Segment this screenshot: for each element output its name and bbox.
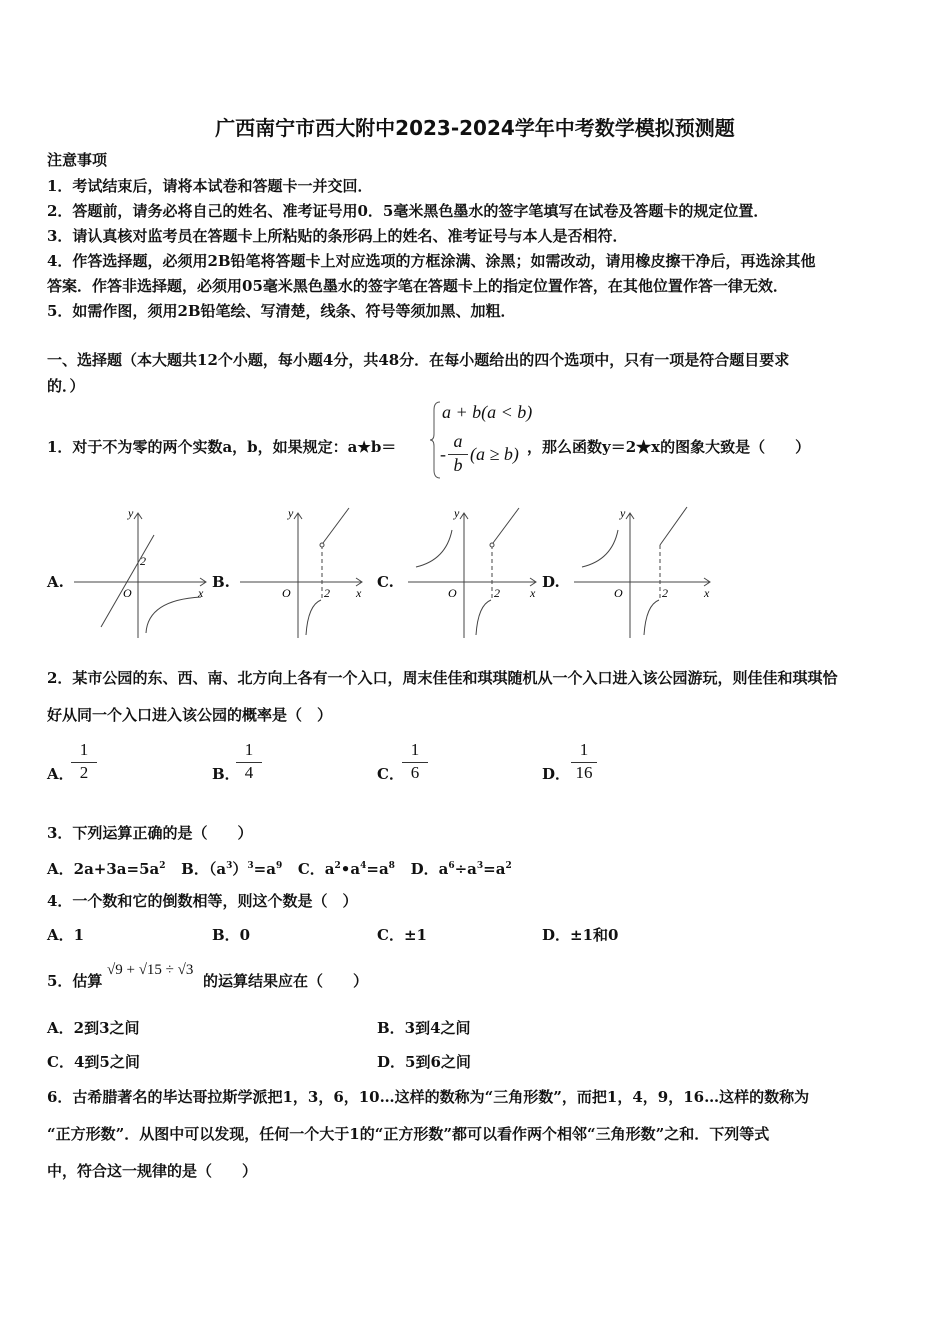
tick-2-label: 2 bbox=[662, 586, 668, 600]
fraction-numerator: 1 bbox=[71, 740, 97, 763]
origin-label: O bbox=[614, 586, 623, 600]
section-heading: 一、选择题（本大题共12个小题，每小题4分，共48分．在每小题给出的四个选项中，只有一项是符合题目要求 bbox=[47, 351, 790, 369]
q2-stem-cont: 好从同一个入口进入该公园的概率是（ ） bbox=[47, 706, 333, 724]
q3-stem: 3．下列运算正确的是（ ） bbox=[47, 824, 253, 842]
q5-suffix: 的运算结果应在（ ） bbox=[203, 972, 369, 990]
q3-options: A．$2a+3a=5a^2$ B．$(a^3)^3=a^9$ C．$a^2•a^4=a^8$ D．$a^6\div a^3=a^2$ bbox=[47, 860, 512, 878]
axis-y-label: y bbox=[288, 506, 294, 520]
notice-item: 2．答题前，请务必将自己的姓名、准考证号用0．5毫米黑色墨水的签字笔填写在试卷及答题卡的规定位置． bbox=[47, 202, 769, 220]
q2-stem: 2．某市公园的东、西、南、北方向上各有一个入口，周末佳佳和琪琪随机从一个入口进入该公园游玩，则佳佳和琪琪恰 bbox=[47, 669, 838, 687]
q4-option-b: B．0 bbox=[212, 926, 251, 944]
q1-option-a: A. bbox=[47, 573, 64, 591]
axis-x-label: x bbox=[198, 586, 204, 600]
q2-option-c-label: C． bbox=[377, 765, 404, 783]
tick-2-label: 2 bbox=[494, 586, 500, 600]
q1-case2-num: a bbox=[448, 431, 468, 455]
q1-suffix: ，那么函数y＝2★x的图象大致是（ ） bbox=[527, 438, 811, 456]
tick-2-label: 2 bbox=[324, 586, 330, 600]
q1-prefix: 1．对于不为零的两个实数a，b，如果规定：a★b＝ bbox=[47, 438, 397, 456]
fraction-denominator: 6 bbox=[410, 763, 420, 782]
q4-option-c: C．±1 bbox=[377, 926, 427, 944]
q1-option-b: B. bbox=[212, 573, 230, 591]
axis-x-label: x bbox=[356, 586, 362, 600]
fraction-denominator: 2 bbox=[79, 763, 89, 782]
q1-option-d: D. bbox=[542, 573, 560, 591]
origin-label: O bbox=[282, 586, 291, 600]
graph-b bbox=[232, 505, 367, 640]
notice-item: 5．如需作图，须用2B铅笔绘、写清楚，线条、符号等须加黑、加粗． bbox=[47, 302, 516, 320]
q1-option-c: C. bbox=[377, 573, 394, 591]
notice-item: 4．作答选择题，必须用2B铅笔将答题卡上对应选项的方框涂满、涂黑；如需改动，请用橡皮擦干净后，再选涂其他 bbox=[47, 252, 816, 270]
q1-minus: - bbox=[440, 444, 446, 464]
q5-expression: √9 + √15 ÷ √3 bbox=[107, 962, 194, 978]
q5-option-a: A．2到3之间 bbox=[47, 1019, 140, 1037]
q2-option-a-label: A． bbox=[47, 765, 74, 783]
q5-option-b: B．3到4之间 bbox=[377, 1019, 471, 1037]
page-title: 广西南宁市西大附中2023-2024学年中考数学模拟预测题 bbox=[215, 116, 735, 140]
graph-a bbox=[66, 505, 211, 640]
q4-option-d: D．±1和0 bbox=[542, 926, 619, 944]
fraction-numerator: 1 bbox=[571, 740, 597, 763]
section-heading-cont: 的．） bbox=[47, 377, 85, 395]
q4-option-a: A．1 bbox=[47, 926, 85, 944]
q4-stem: 4．一个数和它的倒数相等，则这个数是（ ） bbox=[47, 892, 358, 910]
axis-y-label: y bbox=[620, 506, 626, 520]
axis-y-label: y bbox=[454, 506, 460, 520]
q5-option-d: D．5到6之间 bbox=[377, 1053, 471, 1071]
axis-x-label: x bbox=[704, 586, 710, 600]
graph-d bbox=[572, 505, 717, 640]
q5-option-c: C．4到5之间 bbox=[47, 1053, 140, 1071]
q1-case2-cond: (a ≥ b) bbox=[470, 444, 519, 464]
q6-stem: 6．古希腊著名的毕达哥拉斯学派把1，3，6，10…这样的数称为“三角形数”，而把1，4，9，16…这样的数称为 bbox=[47, 1088, 810, 1106]
tick-2-label: 2 bbox=[140, 554, 146, 568]
graph-c bbox=[406, 505, 541, 640]
q5-prefix: 5．估算 bbox=[47, 972, 103, 990]
fraction-denominator: 16 bbox=[575, 763, 593, 782]
notice-item: 1．考试结束后，请将本试卷和答题卡一并交回． bbox=[47, 177, 373, 195]
q1-case1: a + b(a < b) bbox=[442, 402, 533, 422]
notice-item: 3．请认真核对监考员在答题卡上所粘贴的条形码上的姓名、准考证号与本人是否相符． bbox=[47, 227, 628, 245]
q2-option-b-label: B． bbox=[212, 765, 240, 783]
notice-heading: 注意事项 bbox=[47, 151, 108, 169]
origin-label: O bbox=[448, 586, 457, 600]
q1-case2-den: b bbox=[453, 455, 463, 475]
q2-option-d-label: D． bbox=[542, 765, 571, 783]
q6-stem-cont: 中，符合这一规律的是（ ） bbox=[47, 1162, 258, 1180]
fraction-numerator: 1 bbox=[236, 740, 262, 763]
axis-x-label: x bbox=[530, 586, 536, 600]
origin-label: O bbox=[123, 586, 132, 600]
axis-y-label: y bbox=[128, 506, 134, 520]
q6-stem-cont: “正方形数”．从图中可以发现，任何一个大于1的“正方形数”都可以看作两个相邻“三角形数”之和．下列等式 bbox=[47, 1125, 770, 1143]
fraction-numerator: 1 bbox=[402, 740, 428, 763]
fraction-denominator: 4 bbox=[244, 763, 254, 782]
notice-item: 答案．作答非选择题，必须用05毫米黑色墨水的签字笔在答题卡上的指定位置作答，在其他位置作答一律无效． bbox=[47, 277, 788, 295]
brace-icon bbox=[428, 400, 442, 480]
